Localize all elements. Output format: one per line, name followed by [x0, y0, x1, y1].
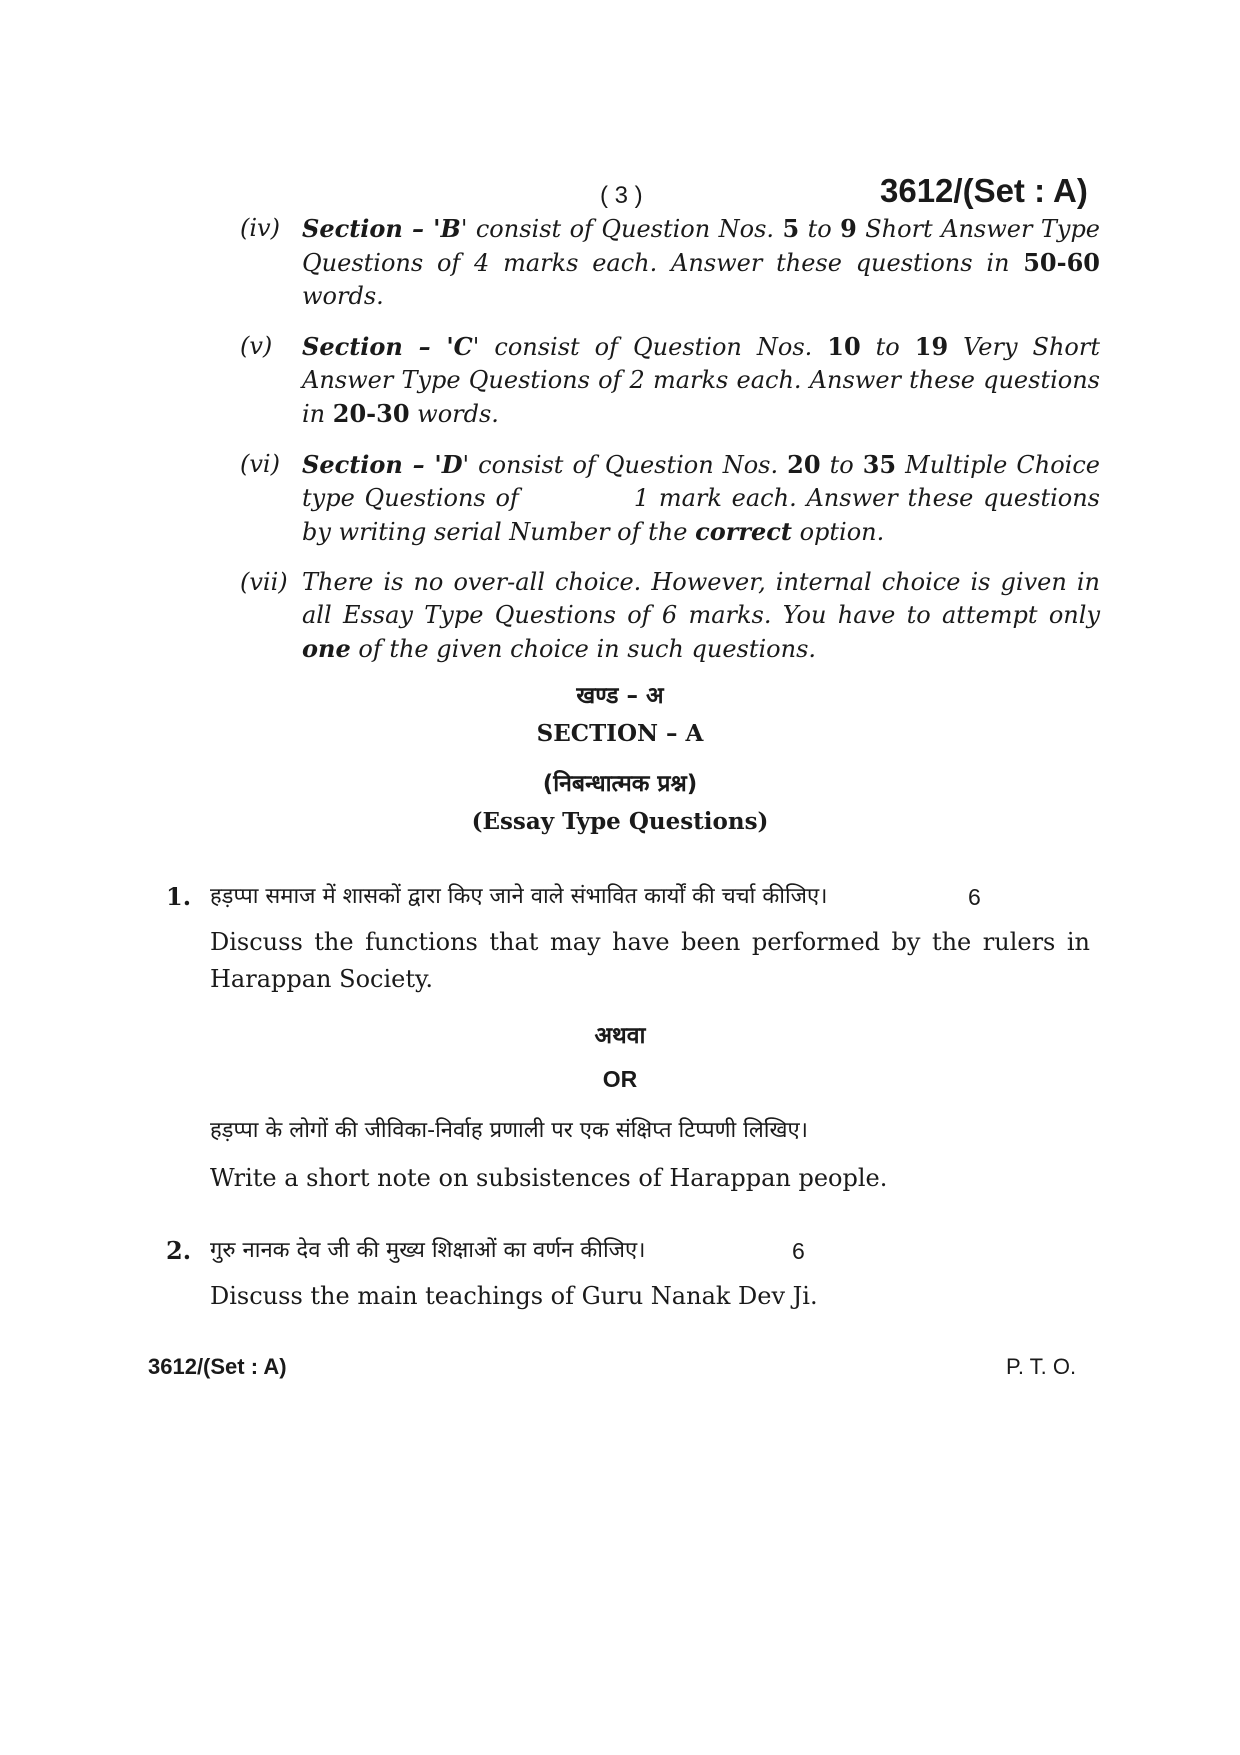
question-2-hindi: गुरु नानक देव जी की मुख्य शिक्षाओं का वर्णन कीजिए।: [210, 1238, 646, 1263]
section-title: SECTION – A: [536, 720, 704, 747]
question-1-alt-hindi: हड़प्पा के लोगों की जीविका-निर्वाह प्रणाली पर एक संक्षिप्त टिप्पणी लिखिए।: [210, 1118, 808, 1143]
question-2-english: Discuss the main teachings of Guru Nanak Dev Ji.: [210, 1282, 818, 1310]
instruction-vii: (vii) There is no over-all choice. However, internal choice is given in all Essay Type Questions of 6 marks. You have to attempt only one of the given choice in such questions.: [240, 568, 1100, 663]
instruction-number: (v): [240, 332, 273, 360]
or-hindi: अथवा: [594, 1023, 646, 1049]
page-number: ( 3 ): [600, 182, 643, 209]
question-2-marks: 6: [792, 1238, 805, 1264]
or-label: OR: [602, 1066, 638, 1092]
section-hindi-subtitle: (निबन्धात्मक प्रश्न): [542, 771, 698, 797]
question-number: 2.: [166, 1236, 192, 1265]
instruction-v: (v) Section – 'C' consist of Question Nos. 10 to 19 Very Short Answer Type Questions of 2 marks each. Answer these questions in 20-30 words.: [240, 332, 1100, 428]
section-hindi-title: खण्ड – अ: [576, 683, 664, 709]
question-number: 1.: [166, 882, 192, 911]
question-1-alt-english: Write a short note on subsistences of Harappan people.: [210, 1164, 888, 1192]
section-subtitle: (Essay Type Questions): [471, 808, 769, 835]
footer-set-code: 3612/(Set : A): [148, 1354, 287, 1379]
instruction-iv: (iv) Section – 'B' consist of Question Nos. 5 to 9 Short Answer Type Questions of 4 marks each. Answer these questions in 50-60 words.: [240, 214, 1101, 310]
question-1-hindi: हड़प्पा समाज में शासकों द्वारा किए जाने वाले संभावित कार्यों की चर्चा कीजिए।: [210, 884, 828, 909]
question-1-english: Discuss the functions that may have been performed by the rulers in Harappan Society.: [210, 928, 1090, 993]
footer-pto: P. T. O.: [1006, 1354, 1077, 1379]
instruction-vi: (vi) Section – 'D' consist of Question Nos. 20 to 35 Multiple Choice type Questions of 1 mark each. Answer these questions by writing serial Number of the correct option.: [240, 450, 1100, 546]
question-1-marks: 6: [968, 884, 981, 910]
instruction-number: (vi): [240, 450, 280, 478]
instruction-number: (iv): [240, 214, 280, 242]
instruction-number: (vii): [240, 568, 288, 596]
set-code-header: 3612/(Set : A): [880, 172, 1088, 209]
